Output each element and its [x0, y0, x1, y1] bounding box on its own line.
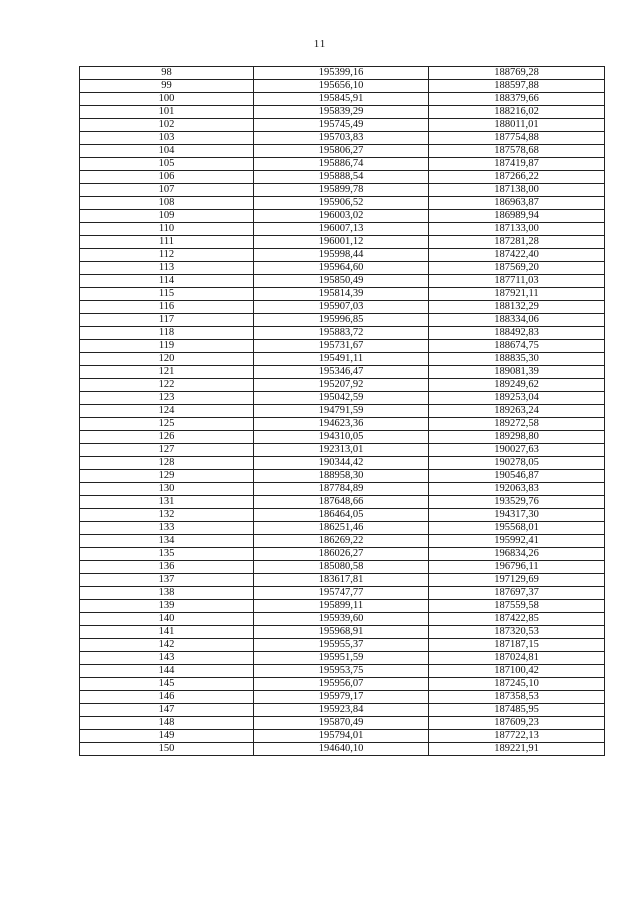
y-coordinate-cell: 186989,94 [429, 210, 605, 223]
point-number-cell: 110 [80, 223, 254, 236]
table-row [80, 262, 605, 275]
point-number-cell: 99 [80, 80, 254, 93]
point-number-cell: 127 [80, 444, 254, 457]
x-coordinate-cell: 195346,47 [254, 366, 429, 379]
table-row [80, 665, 605, 678]
x-coordinate-cell: 195899,78 [254, 184, 429, 197]
point-number-cell: 120 [80, 353, 254, 366]
point-number-cell: 113 [80, 262, 254, 275]
y-coordinate-cell: 195992,41 [429, 535, 605, 548]
point-number-cell: 117 [80, 314, 254, 327]
y-coordinate-cell: 189298,80 [429, 431, 605, 444]
table-row [80, 275, 605, 288]
x-coordinate-cell: 195491,11 [254, 353, 429, 366]
y-coordinate-cell: 189221,91 [429, 743, 605, 756]
point-number-cell: 122 [80, 379, 254, 392]
y-coordinate-cell: 188674,75 [429, 340, 605, 353]
y-coordinate-cell: 188597,88 [429, 80, 605, 93]
point-number-cell: 133 [80, 522, 254, 535]
y-coordinate-cell: 187559,58 [429, 600, 605, 613]
point-number-cell: 123 [80, 392, 254, 405]
x-coordinate-cell: 195747,77 [254, 587, 429, 600]
table-row [80, 561, 605, 574]
x-coordinate-cell: 194623,36 [254, 418, 429, 431]
table-row [80, 600, 605, 613]
table-row [80, 314, 605, 327]
table-row [80, 613, 605, 626]
point-number-cell: 115 [80, 288, 254, 301]
x-coordinate-cell: 195703,83 [254, 132, 429, 145]
y-coordinate-cell: 189081,39 [429, 366, 605, 379]
x-coordinate-cell: 186269,22 [254, 535, 429, 548]
x-coordinate-cell: 195845,91 [254, 93, 429, 106]
point-number-cell: 148 [80, 717, 254, 730]
y-coordinate-cell: 189249,62 [429, 379, 605, 392]
x-coordinate-cell: 187784,89 [254, 483, 429, 496]
table-row [80, 106, 605, 119]
y-coordinate-cell: 194317,30 [429, 509, 605, 522]
x-coordinate-cell: 194310,05 [254, 431, 429, 444]
y-coordinate-cell: 187100,42 [429, 665, 605, 678]
point-number-cell: 106 [80, 171, 254, 184]
y-coordinate-cell: 187138,00 [429, 184, 605, 197]
x-coordinate-cell: 195907,03 [254, 301, 429, 314]
table-row [80, 145, 605, 158]
point-number-cell: 101 [80, 106, 254, 119]
coordinates-table-body [80, 67, 605, 756]
point-number-cell: 119 [80, 340, 254, 353]
x-coordinate-cell: 195996,85 [254, 314, 429, 327]
y-coordinate-cell: 190027,63 [429, 444, 605, 457]
table-row [80, 353, 605, 366]
point-number-cell: 149 [80, 730, 254, 743]
x-coordinate-cell: 185080,58 [254, 561, 429, 574]
x-coordinate-cell: 195399,16 [254, 67, 429, 80]
table-row [80, 93, 605, 106]
x-coordinate-cell: 195968,91 [254, 626, 429, 639]
x-coordinate-cell: 195953,75 [254, 665, 429, 678]
x-coordinate-cell: 196001,12 [254, 236, 429, 249]
table-row [80, 379, 605, 392]
y-coordinate-cell: 188492,83 [429, 327, 605, 340]
table-row [80, 80, 605, 93]
table-row [80, 340, 605, 353]
page-number: 11 [313, 38, 327, 50]
x-coordinate-cell: 195939,60 [254, 613, 429, 626]
x-coordinate-cell: 190344,42 [254, 457, 429, 470]
x-coordinate-cell: 186464,05 [254, 509, 429, 522]
table-row [80, 587, 605, 600]
y-coordinate-cell: 187266,22 [429, 171, 605, 184]
table-row [80, 444, 605, 457]
table-row [80, 509, 605, 522]
y-coordinate-cell: 196796,11 [429, 561, 605, 574]
point-number-cell: 104 [80, 145, 254, 158]
y-coordinate-cell: 187569,20 [429, 262, 605, 275]
x-coordinate-cell: 195886,74 [254, 158, 429, 171]
point-number-cell: 114 [80, 275, 254, 288]
point-number-cell: 139 [80, 600, 254, 613]
x-coordinate-cell: 195888,54 [254, 171, 429, 184]
table-row [80, 548, 605, 561]
y-coordinate-cell: 193529,76 [429, 496, 605, 509]
table-row [80, 327, 605, 340]
x-coordinate-cell: 196007,13 [254, 223, 429, 236]
point-number-cell: 103 [80, 132, 254, 145]
x-coordinate-cell: 195979,17 [254, 691, 429, 704]
table-row [80, 691, 605, 704]
point-number-cell: 140 [80, 613, 254, 626]
x-coordinate-cell: 195839,29 [254, 106, 429, 119]
y-coordinate-cell: 187187,15 [429, 639, 605, 652]
x-coordinate-cell: 195964,60 [254, 262, 429, 275]
y-coordinate-cell: 187609,23 [429, 717, 605, 730]
y-coordinate-cell: 187711,03 [429, 275, 605, 288]
x-coordinate-cell: 195745,49 [254, 119, 429, 132]
table-row [80, 223, 605, 236]
point-number-cell: 132 [80, 509, 254, 522]
point-number-cell: 100 [80, 93, 254, 106]
point-number-cell: 145 [80, 678, 254, 691]
point-number-cell: 124 [80, 405, 254, 418]
y-coordinate-cell: 188334,06 [429, 314, 605, 327]
point-number-cell: 112 [80, 249, 254, 262]
point-number-cell: 98 [80, 67, 254, 80]
point-number-cell: 129 [80, 470, 254, 483]
table-row [80, 392, 605, 405]
table-row [80, 457, 605, 470]
y-coordinate-cell: 188011,01 [429, 119, 605, 132]
table-row [80, 366, 605, 379]
table-row [80, 639, 605, 652]
x-coordinate-cell: 195955,37 [254, 639, 429, 652]
table-row [80, 418, 605, 431]
y-coordinate-cell: 188132,29 [429, 301, 605, 314]
point-number-cell: 130 [80, 483, 254, 496]
y-coordinate-cell: 187281,28 [429, 236, 605, 249]
x-coordinate-cell: 194640,10 [254, 743, 429, 756]
x-coordinate-cell: 196003,02 [254, 210, 429, 223]
y-coordinate-cell: 186963,87 [429, 197, 605, 210]
point-number-cell: 136 [80, 561, 254, 574]
y-coordinate-cell: 187419,87 [429, 158, 605, 171]
y-coordinate-cell: 190546,87 [429, 470, 605, 483]
y-coordinate-cell: 188769,28 [429, 67, 605, 80]
table-row [80, 158, 605, 171]
x-coordinate-cell: 195806,27 [254, 145, 429, 158]
table-row [80, 626, 605, 639]
y-coordinate-cell: 187422,40 [429, 249, 605, 262]
point-number-cell: 134 [80, 535, 254, 548]
y-coordinate-cell: 187697,37 [429, 587, 605, 600]
x-coordinate-cell: 187648,66 [254, 496, 429, 509]
point-number-cell: 111 [80, 236, 254, 249]
x-coordinate-cell: 195870,49 [254, 717, 429, 730]
point-number-cell: 125 [80, 418, 254, 431]
y-coordinate-cell: 197129,69 [429, 574, 605, 587]
point-number-cell: 143 [80, 652, 254, 665]
x-coordinate-cell: 195731,67 [254, 340, 429, 353]
table-row [80, 704, 605, 717]
y-coordinate-cell: 187245,10 [429, 678, 605, 691]
x-coordinate-cell: 195923,84 [254, 704, 429, 717]
point-number-cell: 108 [80, 197, 254, 210]
table-row [80, 184, 605, 197]
point-number-cell: 118 [80, 327, 254, 340]
table-row [80, 652, 605, 665]
x-coordinate-cell: 195998,44 [254, 249, 429, 262]
y-coordinate-cell: 190278,05 [429, 457, 605, 470]
table-row [80, 535, 605, 548]
point-number-cell: 137 [80, 574, 254, 587]
y-coordinate-cell: 189263,24 [429, 405, 605, 418]
y-coordinate-cell: 188379,66 [429, 93, 605, 106]
coordinates-table [79, 66, 605, 756]
x-coordinate-cell: 195656,10 [254, 80, 429, 93]
x-coordinate-cell: 186026,27 [254, 548, 429, 561]
x-coordinate-cell: 195883,72 [254, 327, 429, 340]
point-number-cell: 146 [80, 691, 254, 704]
x-coordinate-cell: 195850,49 [254, 275, 429, 288]
y-coordinate-cell: 187133,00 [429, 223, 605, 236]
y-coordinate-cell: 187358,53 [429, 691, 605, 704]
x-coordinate-cell: 195814,39 [254, 288, 429, 301]
y-coordinate-cell: 187921,11 [429, 288, 605, 301]
table-row [80, 236, 605, 249]
point-number-cell: 147 [80, 704, 254, 717]
x-coordinate-cell: 186251,46 [254, 522, 429, 535]
point-number-cell: 150 [80, 743, 254, 756]
point-number-cell: 128 [80, 457, 254, 470]
y-coordinate-cell: 195568,01 [429, 522, 605, 535]
table-row [80, 496, 605, 509]
x-coordinate-cell: 195899,11 [254, 600, 429, 613]
x-coordinate-cell: 195207,92 [254, 379, 429, 392]
x-coordinate-cell: 195042,59 [254, 392, 429, 405]
y-coordinate-cell: 187578,68 [429, 145, 605, 158]
x-coordinate-cell: 194791,59 [254, 405, 429, 418]
point-number-cell: 142 [80, 639, 254, 652]
point-number-cell: 138 [80, 587, 254, 600]
table-row [80, 743, 605, 756]
y-coordinate-cell: 188216,02 [429, 106, 605, 119]
point-number-cell: 116 [80, 301, 254, 314]
y-coordinate-cell: 187422,85 [429, 613, 605, 626]
point-number-cell: 126 [80, 431, 254, 444]
x-coordinate-cell: 195956,07 [254, 678, 429, 691]
y-coordinate-cell: 187024,81 [429, 652, 605, 665]
point-number-cell: 105 [80, 158, 254, 171]
y-coordinate-cell: 187754,88 [429, 132, 605, 145]
table-row [80, 132, 605, 145]
table-row [80, 483, 605, 496]
table-row [80, 197, 605, 210]
point-number-cell: 141 [80, 626, 254, 639]
point-number-cell: 109 [80, 210, 254, 223]
x-coordinate-cell: 195906,52 [254, 197, 429, 210]
table-row [80, 405, 605, 418]
table-row [80, 288, 605, 301]
x-coordinate-cell: 183617,81 [254, 574, 429, 587]
y-coordinate-cell: 192063,83 [429, 483, 605, 496]
table-row [80, 522, 605, 535]
table-row [80, 249, 605, 262]
point-number-cell: 107 [80, 184, 254, 197]
y-coordinate-cell: 189253,04 [429, 392, 605, 405]
y-coordinate-cell: 189272,58 [429, 418, 605, 431]
table-row [80, 431, 605, 444]
x-coordinate-cell: 195794,01 [254, 730, 429, 743]
table-row [80, 470, 605, 483]
point-number-cell: 131 [80, 496, 254, 509]
y-coordinate-cell: 187320,53 [429, 626, 605, 639]
point-number-cell: 121 [80, 366, 254, 379]
table-row [80, 730, 605, 743]
y-coordinate-cell: 188835,30 [429, 353, 605, 366]
table-row [80, 717, 605, 730]
table-row [80, 171, 605, 184]
x-coordinate-cell: 188958,30 [254, 470, 429, 483]
point-number-cell: 102 [80, 119, 254, 132]
table-row [80, 119, 605, 132]
table-row [80, 301, 605, 314]
table-row [80, 574, 605, 587]
table-row [80, 210, 605, 223]
point-number-cell: 135 [80, 548, 254, 561]
table-row [80, 67, 605, 80]
table-row [80, 678, 605, 691]
y-coordinate-cell: 196834,26 [429, 548, 605, 561]
x-coordinate-cell: 192313,01 [254, 444, 429, 457]
x-coordinate-cell: 195951,59 [254, 652, 429, 665]
point-number-cell: 144 [80, 665, 254, 678]
y-coordinate-cell: 187722,13 [429, 730, 605, 743]
y-coordinate-cell: 187485,95 [429, 704, 605, 717]
